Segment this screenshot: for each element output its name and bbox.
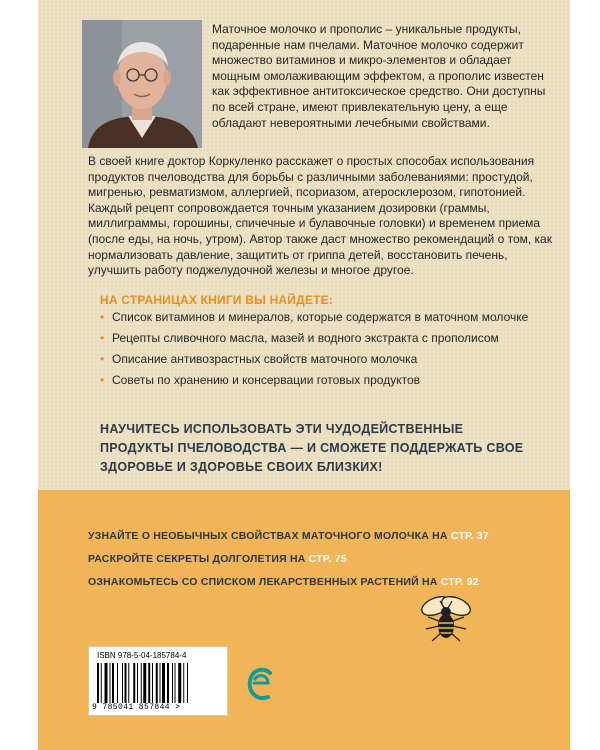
page-reference: СТР. 92 [440, 576, 479, 588]
bee-icon [414, 593, 478, 645]
teaser-text: РАСКРОЙТЕ СЕКРЕТЫ ДОЛГОЛЕТИЯ НА [88, 553, 309, 565]
barcode-bar [105, 663, 108, 703]
teaser-list [88, 530, 489, 599]
barcode-bar [137, 663, 138, 703]
barcode-bar [152, 663, 153, 703]
barcode-bar [133, 663, 135, 703]
page-reference: СТР. 75 [308, 553, 347, 565]
teaser-text: УЗНАЙТЕ О НЕОБЫЧНЫХ СВОЙСТВАХ МАТОЧНОГО МОЛОЧКА НА [88, 530, 451, 542]
barcode-digits: 9 785041 857844 > [92, 703, 181, 712]
list-item: • Список витаминов и минералов, которые содержатся в маточном молочке [100, 309, 540, 325]
barcode-bar [97, 663, 99, 703]
list-item: • Описание антивозрастных свойств маточного молочка [100, 351, 540, 367]
barcode-bar [128, 663, 129, 703]
barcode-bar [162, 663, 165, 703]
barcode-bar [101, 663, 102, 703]
teaser-text: ОЗНАКОМЬТЕСЬ СО СПИСКОМ ЛЕКАРСТВЕННЫХ РАСТЕНИЙ НА [88, 576, 441, 588]
barcode-bar [187, 663, 188, 703]
call-to-action: НАУЧИТЕСЬ ИСПОЛЬЗОВАТЬ ЭТИ ЧУДОДЕЙСТВЕННЫЕ ПРОДУКТЫ ПЧЕЛОВОДСТВА — И СМОЖЕТЕ ПОДДЕРЖАТЬ СВОЕ ЗДОРОВЬЕ И ЗДОРОВЬЕ СВОИХ БЛИЗКИХ! [100, 422, 524, 474]
page-reference: СТР. 37 [450, 530, 489, 542]
barcode-bar [141, 663, 142, 703]
author-photo [82, 20, 202, 148]
back-cover [38, 0, 570, 750]
barcode-bar [172, 663, 173, 703]
barcode-bar [160, 663, 161, 703]
intro-paragraph: Маточное молочко и прополис – уникальные продукты, подаренные нам пчелами. Маточное молочко содержит множество витаминов и микро-элементов и обладает мощным омолаживающим эффектом, а прополис известен как эффективное антитоксическое средство. Они доступны по всей стране, имеют привлекательную цену, а еще обладают невероятными лечебными свойствами. [212, 22, 546, 130]
barcode-bar [178, 663, 181, 703]
teaser-line [88, 553, 489, 566]
isbn-label: ISBN 978-5-04-185784-4 [97, 651, 187, 660]
teaser-line [88, 576, 489, 589]
barcode-bar [167, 663, 169, 703]
barcode-bar [117, 663, 118, 703]
barcode-bar [183, 663, 184, 703]
barcode-bars [97, 663, 217, 703]
list-item: • Рецепты сливочного масла, мазей и водного экстракта с прополисом [100, 330, 540, 346]
barcode-bar [156, 663, 158, 703]
barcode-bar [143, 663, 146, 703]
body-paragraph: В своей книге доктор Коркуленко расскажет о простых способах использования продуктов пчеловодства для борьбы с различными заболеваниями: простудой, мигренью, ревматизмом, аллергией, псориазом, атеросклерозом, гипотонией. Каждый рецепт сопровождается точным указанием дозировки (граммы, миллиграммы, горошины, спичечные и булавочные головки) и временем приема (после еды, на ночь, утром). Автор также даст множество рекомендаций о том, как нормализовать давление, защитить от гриппа детей, восстановить печень, улучшить работу поджелудочной железы и многое другое. [88, 154, 552, 278]
publisher-logo [246, 665, 276, 703]
teaser-line [88, 530, 489, 543]
barcode-bar [122, 663, 123, 703]
features-list [100, 309, 540, 393]
barcode-bar [110, 663, 111, 703]
barcode-bar [125, 663, 127, 703]
barcode-bar [175, 663, 176, 703]
barcode-bar [148, 663, 150, 703]
barcode-bar [112, 663, 114, 703]
barcode [88, 646, 228, 716]
list-item: • Советы по хранению и консервации готовых продуктов [100, 372, 540, 388]
features-heading: НА СТРАНИЦАХ КНИГИ ВЫ НАЙДЕТЕ: [100, 293, 334, 307]
